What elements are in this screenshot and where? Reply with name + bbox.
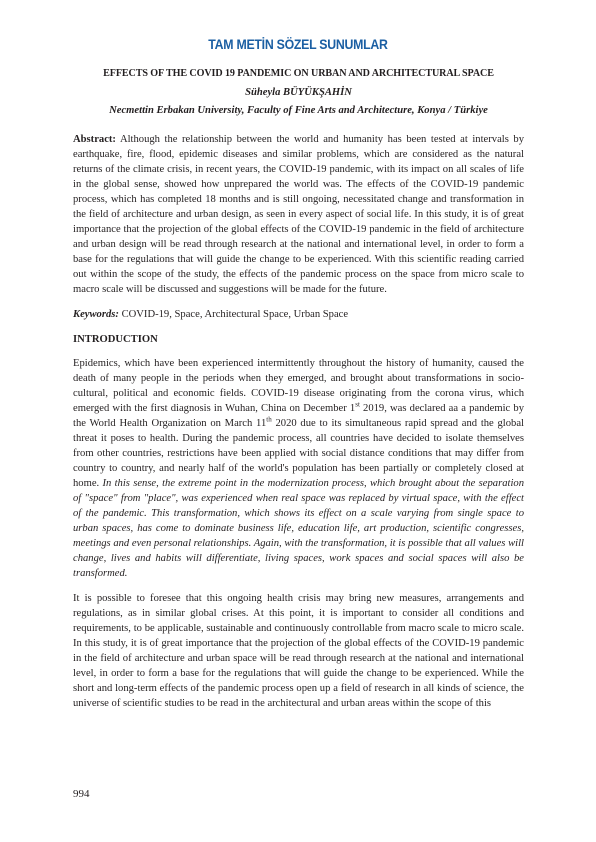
running-header: TAM METİN SÖZEL SUNUMLAR [208, 36, 388, 52]
abstract-label: Abstract: [73, 134, 116, 145]
keywords-text: COVID-19, Space, Architectural Space, Urban Space [121, 309, 349, 320]
intro-italic-text: In this sense, the extreme point in the modernization process, which brought about the separation of "space" from "place", was experienced when real space was replaced by virtual space, with the effect of the pandemic. This transformation, which shows its effect on a scale varying from single space to urban spaces, has come to dominate business life, education life, art production, scientific congresses, meetings and even personal relationships. Again, with the transformation, it is possible that all values will change, lives and habits will differentiate, living spaces, work spaces and social spaces will also be transformed. [73, 478, 524, 579]
author-affiliation: Necmettin Erbakan University, Faculty of Fine Arts and Architecture, Konya / Türkiye [109, 105, 488, 116]
author-name: Süheyla BÜYÜKŞAHİN [245, 87, 352, 98]
keywords-label: Keywords: [73, 309, 119, 320]
intro-text-part-3: 2020 due to its simultaneous rapid spread and the global threat it poses to health. During the pandemic process, all countries have decided to isolate themselves from other countries, restrictions have been applied with social distance conditions that may differ from country to country, and nearly half of the world's population has been partially or completely closed at home. [73, 418, 524, 489]
superscript-th: th [266, 415, 272, 424]
keywords-paragraph [73, 307, 524, 322]
introduction-heading: INTRODUCTION [73, 334, 158, 345]
introduction-paragraph-2: It is possible to foresee that this ongoing health crisis may bring new measures, arrangements and regulations, as in similar global crises. At this point, it is important to consider all conditions and requirements, to be applicable, sustainable and continuously controllable from macro scale to micro scale. In this study, it is of great importance that the projection of the global effects of the COVID-19 pandemic in the field of architecture and urban space will be read through research at the national and international level, in order to form a base for the regulations that will guide the change to be experienced. While the short and long-term effects of the pandemic process open up a field of research in all kinds of science, the universe of scientific studies to be read in the architectural and urban areas within the scope of this [73, 593, 524, 709]
abstract-text: Although the relationship between the world and humanity has been tested at intervals by earthquake, fire, flood, epidemic diseases and similar problems, which are considered as the natural returns of the climate crisis, in recent years, the COVID-19 pandemic, with its impact on all scales of life in the global sense, showed how unprepared the world was. The effects of the COVID-19 pandemic process, which has completed 18 months and is still ongoing, necessitated change and transformation in the field of architecture and urban design, as seen in every aspect of social life. In this study, it is of great importance that the projection of the global effects of the COVID-19 pandemic in the field of architecture and urban design will be read through research at the national and international level, in order to form a base for the regulations that will guide the change to be experienced. With this scientific reading carried out within the scope of the study, the effects of the pandemic process on the space from micro scale to macro scale will be discussed and suggestions will be made for the future. [73, 134, 524, 295]
intro-text-part-2: 2019, was declared aa a pandemic by the World Health Organization on March 11 [73, 403, 524, 429]
intro-text-part-1: Epidemics, which have been experienced intermittently throughout the history of humanity, caused the death of many people in the periods when they emerged, and brought about transformations in socio-cultural, political and economic fields. COVID-19 disease originating from the corona virus, which emerged with the first diagnosis in Wuhan, China on December 1 [73, 358, 524, 414]
paper-body [73, 66, 524, 721]
superscript-st: st [355, 400, 360, 409]
page-number: 994 [73, 788, 90, 800]
introduction-paragraph-1 [73, 356, 524, 581]
abstract-paragraph [73, 132, 524, 297]
paper-title: EFFECTS OF THE COVID 19 PANDEMIC ON URBAN AND ARCHITECTURAL SPACE [103, 68, 494, 79]
